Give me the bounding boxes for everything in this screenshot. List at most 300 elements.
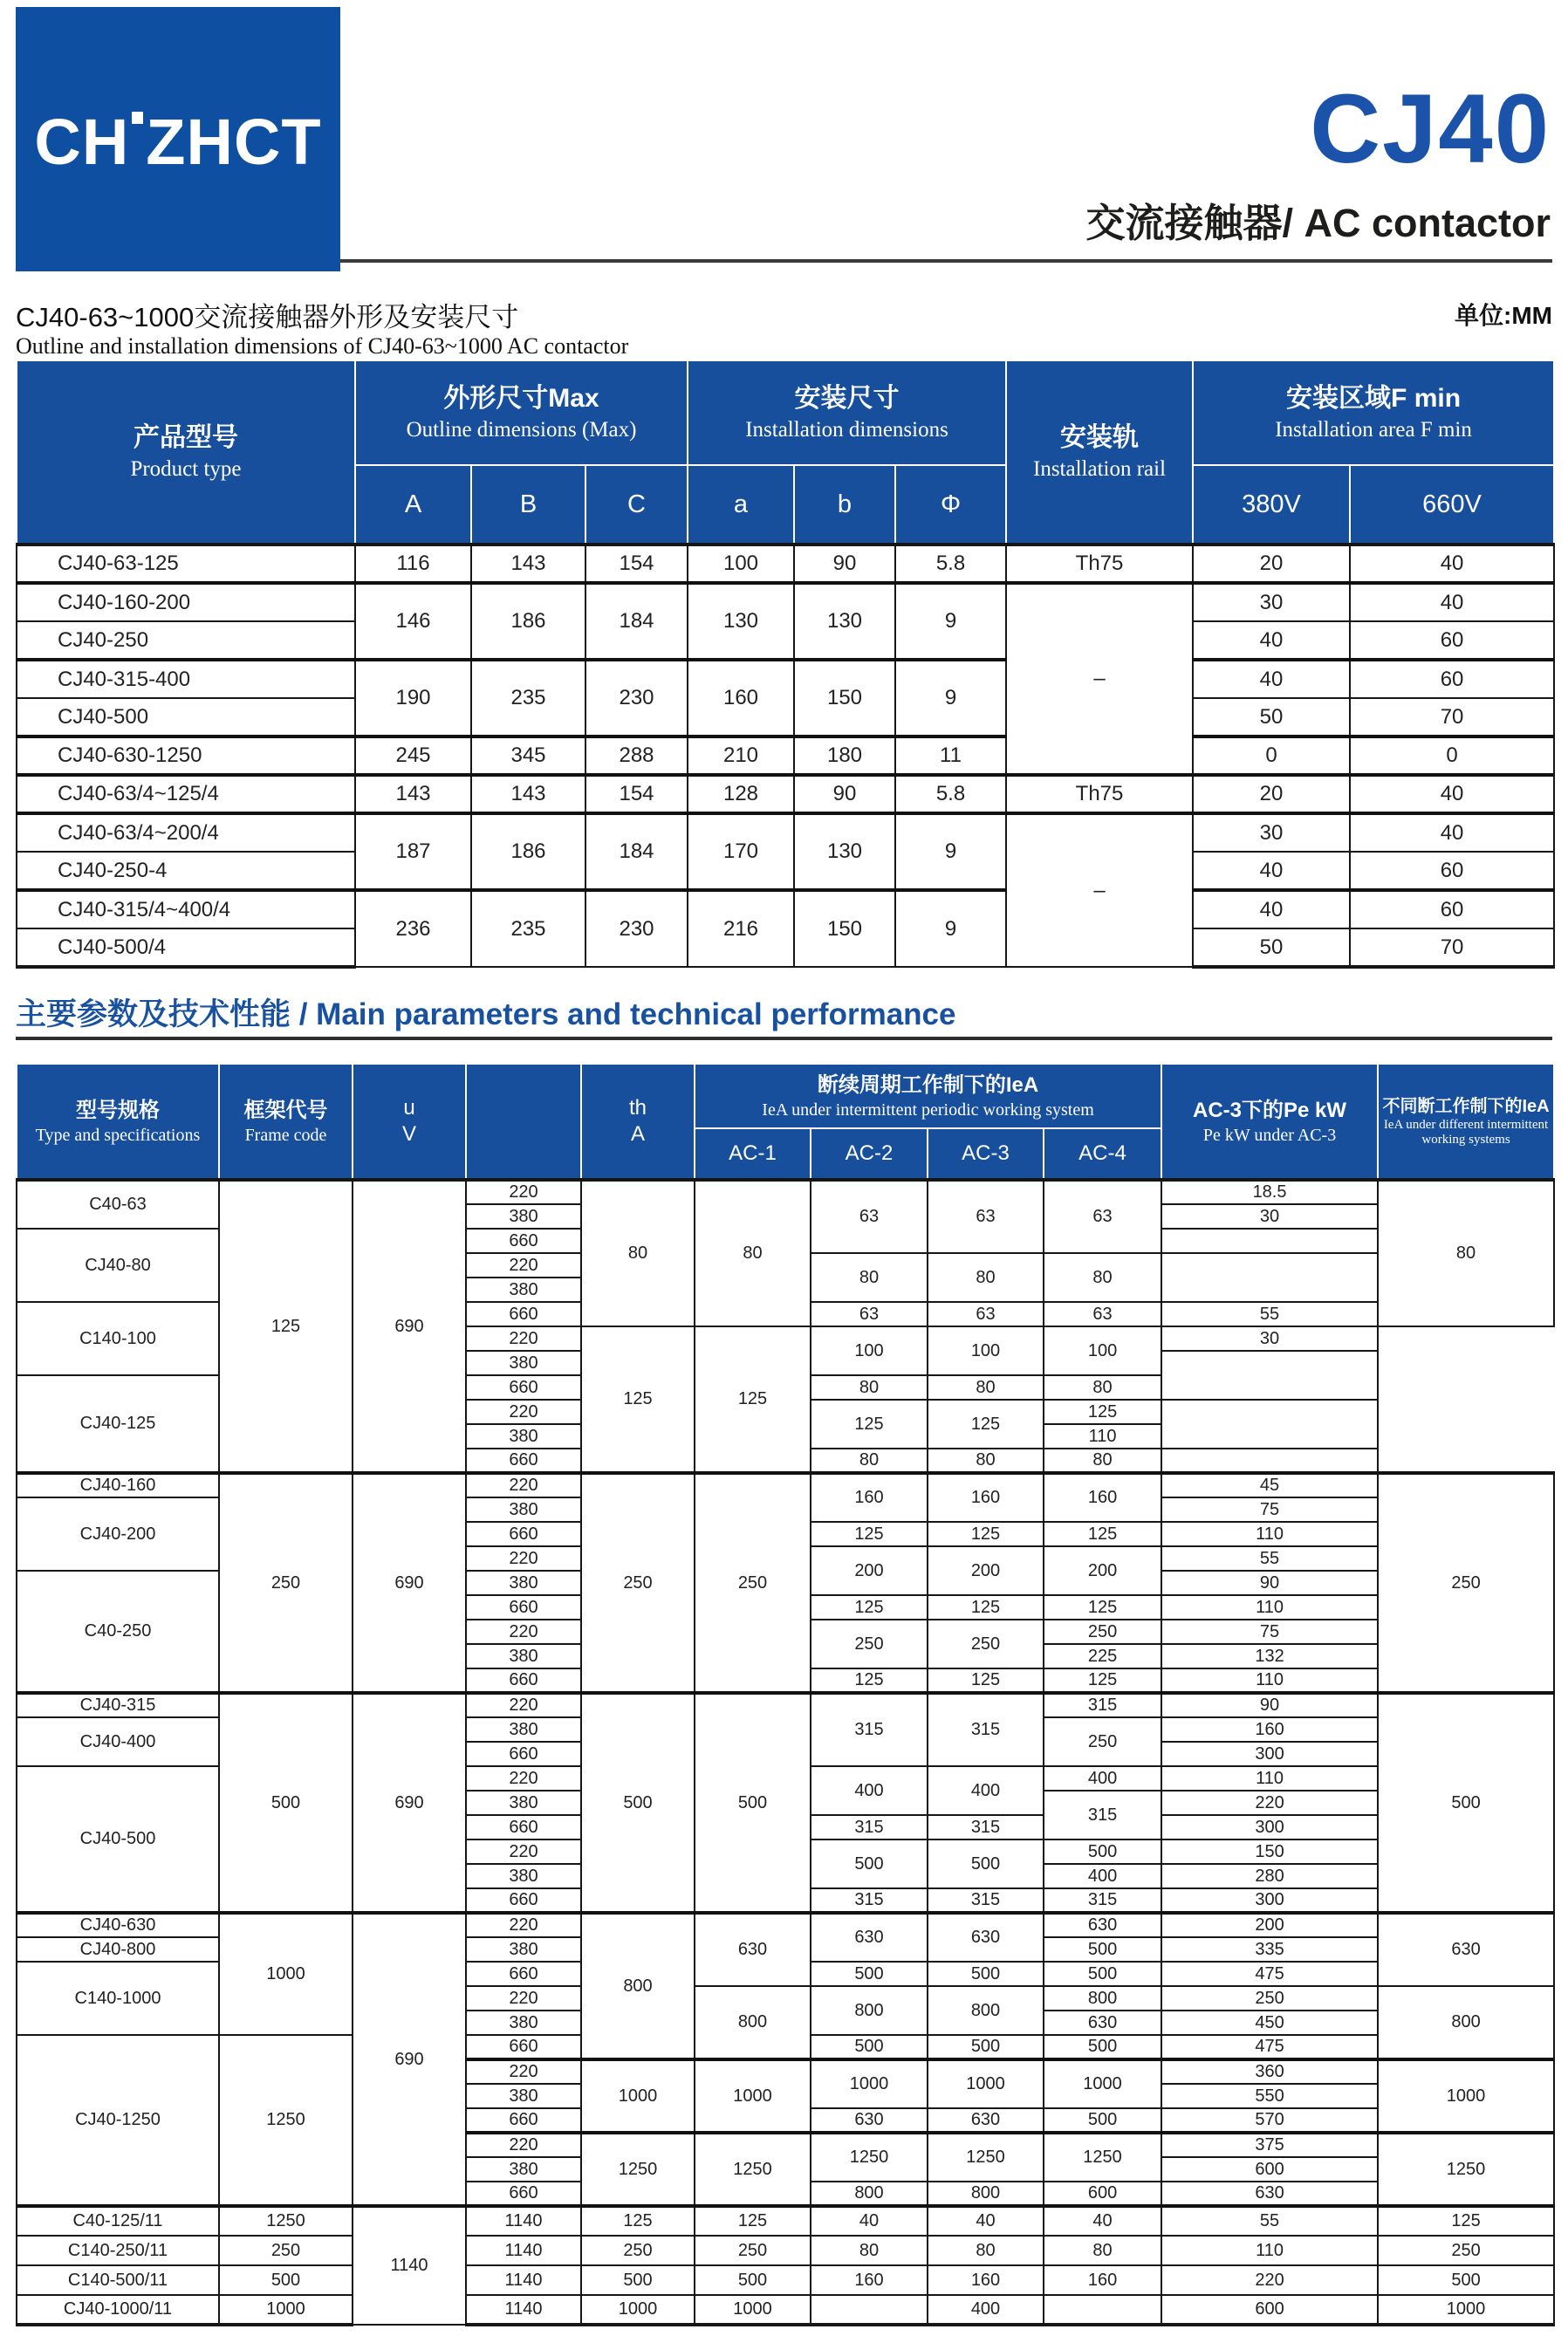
cell: 9 (895, 583, 1006, 660)
cell: 30 (1193, 813, 1350, 852)
cell: CJ40-800 (17, 1937, 219, 1962)
cell: 500 (1044, 1937, 1161, 1962)
cell: 335 (1161, 1937, 1378, 1962)
cell: 80 (811, 2236, 928, 2265)
cell: 660 (466, 1815, 581, 1839)
cell: 1250 (1044, 2133, 1161, 2182)
t1-header-area-group (1193, 360, 1554, 465)
cell: CJ40-315-400 (17, 660, 355, 698)
cell: 245 (355, 736, 471, 775)
cell: CJ40-500 (17, 698, 355, 736)
cell: 630 (1378, 1913, 1554, 1986)
section2-divider-line (16, 1037, 1552, 1040)
cell: C140-250/11 (17, 2236, 219, 2265)
product-series-subtitle: 交流接触器/ AC contactor (1085, 201, 1551, 245)
cell: 550 (1161, 2084, 1378, 2108)
cell: 380 (466, 1864, 581, 1888)
cell: 50 (1193, 928, 1350, 967)
cell: 800 (811, 2182, 928, 2206)
cell: 1000 (695, 2295, 811, 2325)
cell (1161, 1449, 1378, 1473)
cell: 90 (794, 545, 895, 583)
cell: 250 (1378, 2236, 1554, 2265)
cell: 125 (928, 1595, 1044, 1620)
cell: 660 (466, 1888, 581, 1913)
cell: 1250 (219, 2206, 353, 2236)
cell: CJ40-160-200 (17, 583, 355, 621)
cell: 300 (1161, 1888, 1378, 1913)
cell: 250 (1044, 1717, 1161, 1766)
cell: 380 (466, 1497, 581, 1522)
cell: 660 (466, 1302, 581, 1326)
t2-header-frame-en: Frame code (244, 1125, 327, 1145)
cell (1161, 1229, 1378, 1253)
cell: 690 (353, 1180, 466, 1473)
t2-col-ac4: AC-4 (1044, 1128, 1161, 1180)
cell: CJ40-400 (17, 1717, 219, 1766)
cell: 63 (811, 1302, 928, 1326)
cell: 235 (471, 660, 585, 736)
cell: 170 (688, 813, 794, 890)
cell: 63 (811, 1180, 928, 1253)
cell: 125 (811, 1400, 928, 1449)
cell: 660 (466, 2182, 581, 2206)
cell: 1000 (1378, 2059, 1554, 2133)
cell: 1250 (811, 2133, 928, 2182)
logo-text-right: ZHCT (146, 106, 322, 178)
cell: 0 (1350, 736, 1554, 775)
cell: CJ40-630-1250 (17, 736, 355, 775)
cell: 75 (1161, 1620, 1378, 1644)
cell: 500 (581, 1693, 695, 1913)
cell: 180 (794, 736, 895, 775)
cell: 230 (585, 660, 688, 736)
cell: 11 (895, 736, 1006, 775)
cell: 160 (688, 660, 794, 736)
cell: 250 (928, 1620, 1044, 1668)
cell: 220 (466, 1180, 581, 1204)
cell: 45 (1161, 1473, 1378, 1497)
cell: 220 (466, 1839, 581, 1864)
cell: 1140 (466, 2295, 581, 2325)
t2-header-type-en: Type and specifications (35, 1125, 201, 1145)
cell: 1000 (1044, 2059, 1161, 2108)
cell: 40 (1350, 813, 1554, 852)
cell: 220 (466, 1620, 581, 1644)
t1-col-B: B (471, 465, 585, 545)
cell: C40-250 (17, 1571, 219, 1693)
t2-header-voltage-blank (466, 1064, 581, 1180)
cell: 100 (1044, 1326, 1161, 1375)
cell: 220 (1161, 2265, 1378, 2295)
cell: CJ40-200 (17, 1497, 219, 1571)
cell: 160 (1044, 1473, 1161, 1522)
cell: 630 (811, 2108, 928, 2133)
parameters-table (16, 1063, 1555, 2326)
cell: 660 (466, 1522, 581, 1546)
cell: 143 (471, 775, 585, 813)
cell: 55 (1161, 1546, 1378, 1571)
cell: 800 (695, 1986, 811, 2059)
cell: 380 (466, 2157, 581, 2182)
cell: 90 (1161, 1693, 1378, 1717)
cell: 250 (695, 2236, 811, 2265)
cell: 800 (1378, 1986, 1554, 2059)
cell: CJ40-63/4~200/4 (17, 813, 355, 852)
logo-dot-icon (132, 112, 143, 124)
cell: 315 (1044, 1888, 1161, 1913)
cell: 80 (1044, 1253, 1161, 1302)
t2-header-type-cn: 型号规格 (76, 1098, 160, 1122)
cell: 100 (928, 1326, 1044, 1375)
cell: 300 (1161, 1815, 1378, 1839)
cell: 186 (471, 583, 585, 660)
t1-header-area-en: Installation area F min (1275, 418, 1472, 442)
cell: C140-1000 (17, 1962, 219, 2035)
t1-col-C: C (585, 465, 688, 545)
cell: 1140 (466, 2265, 581, 2295)
cell (1161, 1351, 1378, 1400)
cell: 380 (466, 1644, 581, 1668)
cell: 315 (1044, 1791, 1161, 1839)
cell: 40 (1193, 660, 1350, 698)
t1-col-b: b (794, 465, 895, 545)
cell: 220 (466, 1546, 581, 1571)
cell: 400 (928, 1766, 1044, 1815)
t1-col-A: A (355, 465, 471, 545)
cell: 315 (1044, 1693, 1161, 1717)
cell: CJ40-250 (17, 621, 355, 660)
cell: 80 (1044, 2236, 1161, 2265)
cell: 220 (466, 1766, 581, 1791)
cell: 630 (1044, 1913, 1161, 1937)
cell: 63 (1044, 1302, 1161, 1326)
cell: 110 (1161, 2236, 1378, 2265)
cell: 690 (353, 1473, 466, 1693)
cell: 660 (466, 1742, 581, 1766)
cell: 235 (471, 890, 585, 967)
cell: 600 (1161, 2295, 1378, 2325)
cell: 40 (811, 2206, 928, 2236)
cell: 190 (355, 660, 471, 736)
cell: 380 (466, 1278, 581, 1302)
cell: 500 (928, 1839, 1044, 1888)
cell: 90 (794, 775, 895, 813)
cell: 380 (466, 1791, 581, 1815)
cell: 500 (1378, 1693, 1554, 1913)
cell: 380 (466, 1351, 581, 1375)
cell: 660 (466, 2108, 581, 2133)
cell: CJ40-315 (17, 1693, 219, 1717)
cell: 100 (811, 1326, 928, 1375)
t2-header-frame-cn: 框架代号 (243, 1098, 328, 1122)
cell: 9 (895, 813, 1006, 890)
cell: 315 (811, 1815, 928, 1839)
cell: 315 (811, 1693, 928, 1766)
cell: 0 (1193, 736, 1350, 775)
cell: 200 (1161, 1913, 1378, 1937)
cell: 125 (581, 2206, 695, 2236)
cell: CJ40-160 (17, 1473, 219, 1497)
cell: 400 (1044, 1766, 1161, 1791)
cell: 70 (1350, 928, 1554, 967)
cell: 630 (695, 1913, 811, 1986)
cell: CJ40-500 (17, 1766, 219, 1913)
t1-header-outline-en: Outline dimensions (Max) (406, 418, 637, 442)
cell: 280 (1161, 1864, 1378, 1888)
cell: 20 (1193, 545, 1350, 583)
cell: 500 (811, 1962, 928, 1986)
cell: 690 (353, 1693, 466, 1913)
cell: 1250 (695, 2133, 811, 2206)
cell: 1140 (466, 2236, 581, 2265)
cell: 315 (928, 1888, 1044, 1913)
t1-header-outline-cn: 外形尺寸Max (443, 384, 599, 413)
cell: 150 (794, 890, 895, 967)
cell: 250 (581, 2236, 695, 2265)
t1-header-rail (1006, 360, 1193, 545)
cell: 250 (695, 1473, 811, 1693)
t1-header-install-en: Installation dimensions (745, 418, 948, 442)
cell: 630 (928, 1913, 1044, 1962)
cell: 660 (466, 2035, 581, 2059)
cell: 110 (1161, 1766, 1378, 1791)
cell: 125 (811, 1595, 928, 1620)
cell: 160 (811, 2265, 928, 2295)
cell: 600 (1161, 2157, 1378, 2182)
t2-header-ie-group (695, 1064, 1161, 1128)
t1-col-a: a (688, 465, 794, 545)
cell: 110 (1044, 1424, 1161, 1449)
cell: 9 (895, 660, 1006, 736)
cell: 1250 (219, 2035, 353, 2206)
cell: 500 (928, 1962, 1044, 1986)
cell: 75 (1161, 1497, 1378, 1522)
cell: 160 (811, 1473, 928, 1522)
t1-col-phi: Φ (895, 465, 1006, 545)
cell: 345 (471, 736, 585, 775)
section1-title-en: Outline and installation dimensions of CJ40-63~1000 AC contactor (16, 333, 629, 359)
cell: 1140 (466, 2206, 581, 2236)
cell: 40 (1193, 621, 1350, 660)
t2-header-pe (1161, 1064, 1378, 1180)
cell: 630 (1044, 2011, 1161, 2035)
cell: 160 (928, 1473, 1044, 1522)
t1-header-install-group (688, 360, 1006, 465)
t1-header-rail-en: Installation rail (1033, 457, 1167, 481)
cell: 1250 (928, 2133, 1044, 2182)
cell: 660 (466, 1668, 581, 1693)
cell: 110 (1161, 1668, 1378, 1693)
cell: 630 (928, 2108, 1044, 2133)
cell: 1000 (219, 1913, 353, 2035)
t2-header-ie-en: IeA under intermittent periodic working system (762, 1100, 1094, 1120)
cell: 250 (1044, 1620, 1161, 1644)
cell: 315 (928, 1815, 1044, 1839)
cell: 500 (695, 2265, 811, 2295)
cell: 130 (794, 813, 895, 890)
cell: 200 (811, 1546, 928, 1595)
cell: 30 (1161, 1204, 1378, 1229)
section2-title: 主要参数及技术性能 / Main parameters and technical performance (16, 997, 956, 1031)
cell: 1000 (219, 2295, 353, 2325)
t2-col-ac3: AC-3 (928, 1128, 1044, 1180)
cell: 30 (1161, 1326, 1378, 1351)
section1-title-cn: CJ40-63~1000交流接触器外形及安装尺寸 (16, 302, 519, 332)
cell: 184 (585, 813, 688, 890)
cell: 288 (585, 736, 688, 775)
cell: 250 (1378, 1473, 1554, 1693)
cell (811, 2295, 928, 2325)
t2-header-type (17, 1064, 219, 1180)
cell: 130 (794, 583, 895, 660)
cell: 184 (585, 583, 688, 660)
cell: 220 (466, 1253, 581, 1278)
cell: 800 (581, 1913, 695, 2059)
cell: 1000 (928, 2059, 1044, 2108)
cell: 125 (1378, 2206, 1554, 2236)
logo-text-left: CH (34, 106, 130, 178)
cell: 18.5 (1161, 1180, 1378, 1204)
cell: 500 (219, 1693, 353, 1913)
cell: 60 (1350, 621, 1554, 660)
cell: 125 (1044, 1400, 1161, 1424)
cell (1161, 1400, 1378, 1449)
cell: Th75 (1006, 545, 1193, 583)
cell: 500 (1044, 2108, 1161, 2133)
cell: 230 (585, 890, 688, 967)
cell: 110 (1161, 1522, 1378, 1546)
cell: 220 (466, 1400, 581, 1424)
t1-header-rail-cn: 安装轨 (1060, 423, 1140, 452)
t2-header-diff-en: IeA under different intermittent working systems (1383, 1118, 1549, 1147)
cell: 63 (928, 1180, 1044, 1253)
cell: 236 (355, 890, 471, 967)
cell: 450 (1161, 2011, 1378, 2035)
cell: 146 (355, 583, 471, 660)
cell: 60 (1350, 852, 1554, 890)
cell: CJ40-315/4~400/4 (17, 890, 355, 928)
cell: 50 (1193, 698, 1350, 736)
cell: 80 (928, 1449, 1044, 1473)
cell: 400 (928, 2295, 1044, 2325)
cell: 1000 (811, 2059, 928, 2108)
cell: 475 (1161, 1962, 1378, 1986)
cell: 116 (355, 545, 471, 583)
cell: 500 (219, 2265, 353, 2295)
cell: 380 (466, 2011, 581, 2035)
t1-col-380v: 380V (1193, 465, 1350, 545)
cell: 143 (355, 775, 471, 813)
cell: 315 (811, 1888, 928, 1913)
cell (1161, 1253, 1378, 1302)
cell: 125 (581, 1326, 695, 1473)
cell: 154 (585, 545, 688, 583)
cell: – (1006, 583, 1193, 775)
t2-header-ie-cn: 断续周期工作制下的IeA (817, 1072, 1039, 1097)
cell: 80 (928, 1253, 1044, 1302)
cell: CJ40-1250 (17, 2035, 219, 2206)
cell: 660 (466, 1962, 581, 1986)
cell: 80 (811, 1375, 928, 1400)
t1-header-outline-group (355, 360, 688, 465)
cell: CJ40-80 (17, 1229, 219, 1302)
cell: 55 (1161, 1302, 1378, 1326)
cell: 150 (794, 660, 895, 736)
cell: 40 (1193, 852, 1350, 890)
t1-header-product-en: Product type (130, 457, 242, 481)
cell: 570 (1161, 2108, 1378, 2133)
cell: 20 (1193, 775, 1350, 813)
cell: Th75 (1006, 775, 1193, 813)
cell: 125 (695, 1326, 811, 1473)
brand-logo (16, 7, 340, 271)
cell: 380 (466, 2084, 581, 2108)
cell: 220 (1161, 1791, 1378, 1815)
cell: 220 (466, 1473, 581, 1497)
outline-dimensions-table (16, 360, 1555, 969)
cell: 200 (928, 1546, 1044, 1595)
t1-body (17, 545, 1554, 967)
cell: 80 (811, 1449, 928, 1473)
cell: 160 (1044, 2265, 1161, 2295)
cell: CJ40-1000/11 (17, 2295, 219, 2325)
cell: C40-63 (17, 1180, 219, 1229)
cell: CJ40-63-125 (17, 545, 355, 583)
cell: 40 (1193, 890, 1350, 928)
t2-header-pe-cn: AC-3下的Pe kW (1193, 1098, 1347, 1122)
cell: 500 (1378, 2265, 1554, 2295)
cell: 380 (466, 1571, 581, 1595)
cell: 660 (466, 1229, 581, 1253)
cell: 125 (811, 1668, 928, 1693)
cell: 80 (928, 1375, 1044, 1400)
cell: 380 (466, 1424, 581, 1449)
cell: 1000 (581, 2059, 695, 2133)
cell: C40-125/11 (17, 2206, 219, 2236)
cell: 132 (1161, 1644, 1378, 1668)
t2-header-pe-en: Pe kW under AC-3 (1202, 1125, 1337, 1145)
cell: 125 (695, 2206, 811, 2236)
cell: 630 (811, 1913, 928, 1962)
cell: 1000 (695, 2059, 811, 2133)
cell: 630 (1161, 2182, 1378, 2206)
t2-header-diff-cn: 不同断工作制下的IeA (1382, 1097, 1550, 1116)
cell: 187 (355, 813, 471, 890)
cell: 110 (1161, 1595, 1378, 1620)
cell: 1250 (1378, 2133, 1554, 2206)
t2-header-th (581, 1064, 695, 1180)
cell: 360 (1161, 2059, 1378, 2084)
cell: 80 (1044, 1449, 1161, 1473)
cell: 125 (1044, 1522, 1161, 1546)
cell: 125 (811, 1522, 928, 1546)
cell: 100 (688, 545, 794, 583)
cell: 220 (466, 2059, 581, 2084)
t2-header-th-line2: A (630, 1122, 645, 1146)
cell: CJ40-125 (17, 1375, 219, 1473)
t1-header-product (17, 360, 355, 545)
t2-body (17, 1180, 1554, 2325)
cell: 375 (1161, 2133, 1378, 2157)
cell: 250 (1161, 1986, 1378, 2011)
cell: 400 (1044, 1864, 1161, 1888)
cell: 125 (928, 1400, 1044, 1449)
cell: 660 (466, 1595, 581, 1620)
cell: 30 (1193, 583, 1350, 621)
cell: 9 (895, 890, 1006, 967)
cell: 125 (219, 1180, 353, 1473)
